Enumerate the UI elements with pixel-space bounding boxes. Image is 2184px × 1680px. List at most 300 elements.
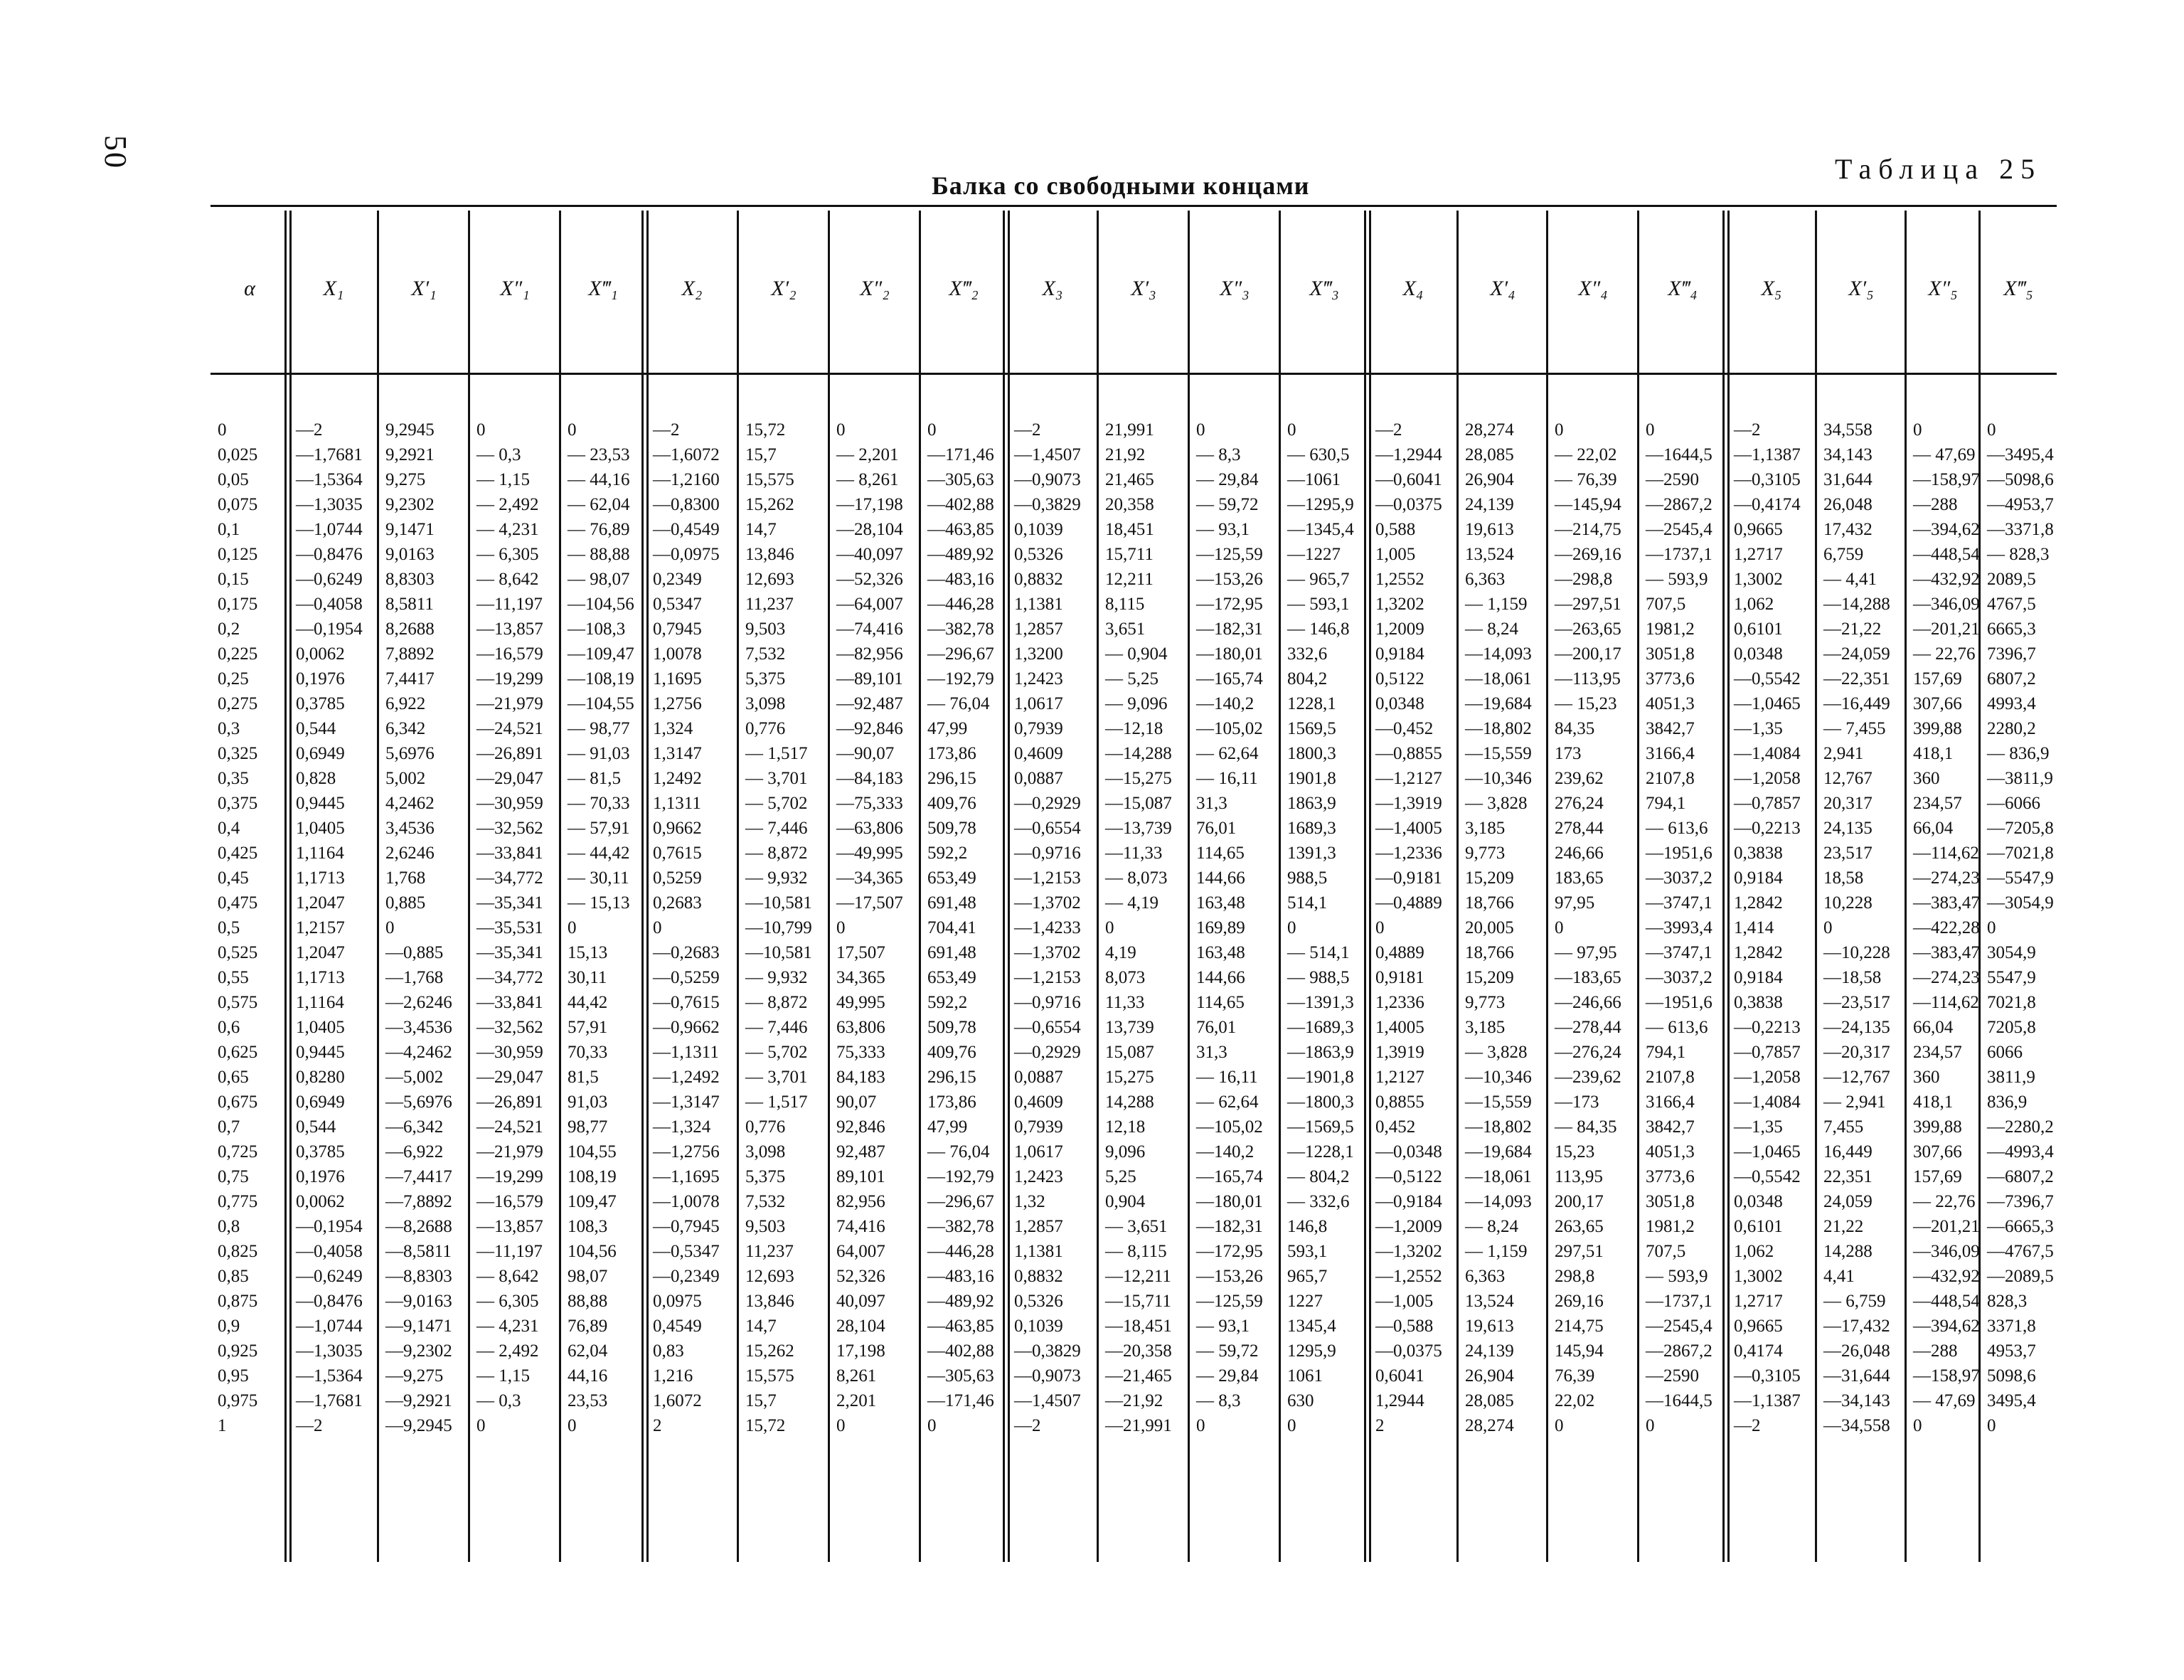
value-cell: 828,3 bbox=[1987, 1292, 2028, 1311]
value-cell: 63,806 bbox=[836, 1018, 885, 1037]
value-cell: —489,92 bbox=[927, 1292, 994, 1311]
value-cell: 0,1039 bbox=[1014, 1317, 1063, 1336]
value-cell: —30,959 bbox=[476, 1043, 543, 1062]
value-cell: 183,65 bbox=[1555, 868, 1604, 888]
alpha-cell: 0,95 bbox=[218, 1366, 249, 1386]
value-cell: —1228,1 bbox=[1287, 1142, 1354, 1161]
value-cell: 64,007 bbox=[836, 1242, 885, 1261]
value-cell: —1,1695 bbox=[653, 1167, 720, 1186]
value-cell: — 1,159 bbox=[1465, 595, 1528, 614]
value-cell: —3993,4 bbox=[1646, 918, 1712, 937]
value-cell: —6,922 bbox=[385, 1142, 444, 1161]
value-cell: 4993,4 bbox=[1987, 694, 2036, 713]
value-cell: —0,7945 bbox=[653, 1217, 720, 1236]
value-cell: 1345,4 bbox=[1287, 1317, 1336, 1336]
value-cell: —13,857 bbox=[476, 1217, 543, 1236]
value-cell: —82,956 bbox=[836, 644, 903, 664]
value-cell: —0,885 bbox=[385, 943, 444, 962]
alpha-cell: 0 bbox=[218, 420, 227, 440]
value-cell: 3,185 bbox=[1465, 819, 1506, 838]
table-title: Балка со свободными концами bbox=[932, 171, 1310, 200]
value-cell: 592,2 bbox=[927, 844, 968, 863]
value-cell: —483,16 bbox=[927, 1267, 994, 1286]
value-cell: 2,201 bbox=[836, 1391, 877, 1410]
value-cell: 0,9181 bbox=[1375, 968, 1424, 987]
header-col-4: X‴₁ bbox=[588, 277, 618, 300]
value-cell: 20,005 bbox=[1465, 918, 1514, 937]
value-cell: 2,941 bbox=[1823, 744, 1864, 763]
value-cell: —6066 bbox=[1987, 794, 2040, 813]
value-cell: 418,1 bbox=[1913, 744, 1954, 763]
alpha-cell: 0,125 bbox=[218, 545, 258, 564]
value-cell: —1,2058 bbox=[1734, 769, 1801, 788]
value-cell: 0,0062 bbox=[296, 1192, 345, 1211]
value-cell: —35,341 bbox=[476, 943, 543, 962]
value-cell: — 836,9 bbox=[1987, 744, 2050, 763]
value-cell: —0,6554 bbox=[1014, 819, 1081, 838]
value-cell: 28,274 bbox=[1465, 1416, 1514, 1435]
value-cell: 3,651 bbox=[1105, 620, 1146, 639]
value-cell: 0 bbox=[1913, 1416, 1922, 1435]
value-cell: 76,39 bbox=[1555, 1366, 1595, 1386]
value-cell: —394,62 bbox=[1913, 520, 1980, 539]
value-cell: —158,97 bbox=[1913, 470, 1980, 489]
table-row bbox=[211, 767, 2057, 791]
value-cell: —171,46 bbox=[927, 1391, 994, 1410]
value-cell: —34,772 bbox=[476, 968, 543, 987]
value-cell: — 2,941 bbox=[1823, 1092, 1886, 1112]
alpha-cell: 0,1 bbox=[218, 520, 240, 539]
value-cell: —113,95 bbox=[1555, 669, 1621, 689]
value-cell: —402,88 bbox=[927, 495, 994, 514]
value-cell: — 332,6 bbox=[1287, 1192, 1350, 1211]
value-cell: —0,4058 bbox=[296, 595, 363, 614]
value-cell: 12,18 bbox=[1105, 1117, 1146, 1137]
value-cell: 0,2349 bbox=[653, 570, 702, 589]
value-cell: —382,78 bbox=[927, 620, 994, 639]
value-cell: 0,9665 bbox=[1734, 520, 1783, 539]
value-cell: 296,15 bbox=[927, 1068, 976, 1087]
value-cell: —11,197 bbox=[476, 595, 543, 614]
value-cell: —10,228 bbox=[1823, 943, 1890, 962]
value-cell: 9,275 bbox=[385, 470, 426, 489]
value-cell: 0 bbox=[1287, 1416, 1296, 1435]
value-cell: 0,4889 bbox=[1375, 943, 1424, 962]
value-cell: —0,2349 bbox=[653, 1267, 720, 1286]
table-row bbox=[211, 1115, 2057, 1139]
value-cell: 7,532 bbox=[745, 644, 786, 664]
value-cell: —1863,9 bbox=[1287, 1043, 1354, 1062]
value-cell: —0,6554 bbox=[1014, 1018, 1081, 1037]
value-cell: 514,1 bbox=[1287, 893, 1328, 913]
value-cell: 0 bbox=[927, 1416, 937, 1435]
value-cell: —1391,3 bbox=[1287, 993, 1354, 1012]
value-cell: 0,6949 bbox=[296, 744, 345, 763]
value-cell: —109,47 bbox=[568, 644, 634, 664]
value-cell: 307,66 bbox=[1913, 1142, 1962, 1161]
value-cell: 1,0617 bbox=[1014, 694, 1063, 713]
table-row bbox=[211, 592, 2057, 617]
value-cell: 1,3200 bbox=[1014, 644, 1063, 664]
value-cell: —2 bbox=[1375, 420, 1402, 440]
value-cell: —0,7857 bbox=[1734, 794, 1801, 813]
value-cell: 409,76 bbox=[927, 794, 976, 813]
value-cell: —0,4058 bbox=[296, 1242, 363, 1261]
value-cell: 8,261 bbox=[836, 1366, 877, 1386]
value-cell: 0,3838 bbox=[1734, 844, 1783, 863]
value-cell: —0,9716 bbox=[1014, 993, 1081, 1012]
value-cell: —0,2929 bbox=[1014, 794, 1081, 813]
value-cell: — 15,23 bbox=[1555, 694, 1617, 713]
table-row bbox=[211, 1165, 2057, 1189]
table-row bbox=[211, 916, 2057, 940]
value-cell: 18,58 bbox=[1823, 868, 1864, 888]
alpha-cell: 0,45 bbox=[218, 868, 249, 888]
value-cell: —105,02 bbox=[1196, 1117, 1263, 1137]
value-cell: 0,7945 bbox=[653, 620, 702, 639]
table-row bbox=[211, 1215, 2057, 1239]
value-cell: 66,04 bbox=[1913, 1018, 1954, 1037]
value-cell: —0,8855 bbox=[1375, 744, 1442, 763]
value-cell: — 6,305 bbox=[476, 1292, 539, 1311]
value-cell: —14,288 bbox=[1823, 595, 1890, 614]
value-cell: — 514,1 bbox=[1287, 943, 1350, 962]
value-cell: 804,2 bbox=[1287, 669, 1328, 689]
value-cell: 18,451 bbox=[1105, 520, 1154, 539]
value-cell: 26,904 bbox=[1465, 1366, 1514, 1386]
value-cell: —12,211 bbox=[1105, 1267, 1171, 1286]
value-cell: —34,558 bbox=[1823, 1416, 1890, 1435]
value-cell: —296,67 bbox=[927, 644, 994, 664]
value-cell: — 593,9 bbox=[1646, 570, 1708, 589]
value-cell: — 613,6 bbox=[1646, 1018, 1708, 1037]
value-cell: 6066 bbox=[1987, 1043, 2023, 1062]
value-cell: —0,7857 bbox=[1734, 1043, 1801, 1062]
value-cell: —21,22 bbox=[1823, 620, 1882, 639]
value-cell: 26,904 bbox=[1465, 470, 1514, 489]
value-cell: 157,69 bbox=[1913, 669, 1962, 689]
table-row bbox=[211, 418, 2057, 442]
value-cell: — 76,89 bbox=[568, 520, 630, 539]
value-cell: —4767,5 bbox=[1987, 1242, 2054, 1261]
value-cell: 15,209 bbox=[1465, 968, 1514, 987]
value-cell: —2 bbox=[296, 420, 323, 440]
value-cell: 22,351 bbox=[1823, 1167, 1873, 1186]
value-cell: —10,581 bbox=[745, 893, 812, 913]
value-cell: — 3,701 bbox=[745, 1068, 808, 1087]
value-cell: —3747,1 bbox=[1646, 943, 1712, 962]
value-cell: —2 bbox=[1734, 1416, 1761, 1435]
value-cell: —3747,1 bbox=[1646, 893, 1712, 913]
value-cell: —13,739 bbox=[1105, 819, 1172, 838]
value-cell: —1,2944 bbox=[1375, 445, 1442, 464]
value-cell: 1,1164 bbox=[296, 844, 344, 863]
value-cell: 15,72 bbox=[745, 420, 786, 440]
value-cell: 1,2157 bbox=[296, 918, 345, 937]
value-cell: —2867,2 bbox=[1646, 495, 1712, 514]
value-cell: 1,2857 bbox=[1014, 620, 1063, 639]
value-cell: 9,773 bbox=[1465, 844, 1506, 863]
value-cell: —35,341 bbox=[476, 893, 543, 913]
value-cell: 0,6101 bbox=[1734, 1217, 1783, 1236]
value-cell: —1227 bbox=[1287, 545, 1341, 564]
value-cell: 109,47 bbox=[568, 1192, 617, 1211]
value-cell: —2 bbox=[296, 1416, 323, 1435]
value-cell: —21,979 bbox=[476, 1142, 543, 1161]
alpha-cell: 0,575 bbox=[218, 993, 258, 1012]
value-cell: 0,5122 bbox=[1375, 669, 1424, 689]
alpha-cell: 0,65 bbox=[218, 1068, 249, 1087]
value-cell: —1,2153 bbox=[1014, 868, 1081, 888]
value-cell: 0,83 bbox=[653, 1341, 684, 1361]
value-cell: 0 bbox=[1375, 918, 1385, 937]
value-cell: 1,32 bbox=[1014, 1192, 1045, 1211]
value-cell: —0,5347 bbox=[653, 1242, 720, 1261]
value-cell: —246,66 bbox=[1555, 993, 1621, 1012]
alpha-cell: 0,875 bbox=[218, 1292, 258, 1311]
value-cell: —18,58 bbox=[1823, 968, 1882, 987]
value-cell: —200,17 bbox=[1555, 644, 1621, 664]
value-cell: 0,828 bbox=[296, 769, 336, 788]
value-cell: 0,9445 bbox=[296, 794, 345, 813]
value-cell: 0 bbox=[836, 420, 846, 440]
value-cell: 0 bbox=[927, 420, 937, 440]
value-cell: 9,2302 bbox=[385, 495, 435, 514]
value-cell: — 8,3 bbox=[1196, 1391, 1241, 1410]
value-cell: —1644,5 bbox=[1646, 445, 1712, 464]
value-cell: —21,979 bbox=[476, 694, 543, 713]
value-cell: — 15,13 bbox=[568, 893, 630, 913]
value-cell: 19,613 bbox=[1465, 1317, 1514, 1336]
value-cell: 1,2756 bbox=[653, 694, 702, 713]
value-cell: 1,1713 bbox=[296, 968, 345, 987]
value-cell: —18,061 bbox=[1465, 1167, 1532, 1186]
value-cell: 0,544 bbox=[296, 719, 336, 738]
value-cell: —92,846 bbox=[836, 719, 903, 738]
value-cell: —0,9181 bbox=[1375, 868, 1442, 888]
value-cell: 246,66 bbox=[1555, 844, 1604, 863]
value-cell: —9,275 bbox=[385, 1366, 444, 1386]
header-col-15: X″₄ bbox=[1578, 277, 1608, 300]
value-cell: 409,76 bbox=[927, 1043, 976, 1062]
value-cell: 1,062 bbox=[1734, 1242, 1774, 1261]
value-cell: 794,1 bbox=[1646, 794, 1686, 813]
table-row bbox=[211, 1016, 2057, 1040]
value-cell: —33,841 bbox=[476, 844, 543, 863]
value-cell: — 62,64 bbox=[1196, 1092, 1259, 1112]
alpha-cell: 0,5 bbox=[218, 918, 240, 937]
value-cell: 3054,9 bbox=[1987, 943, 2036, 962]
value-cell: —1,3035 bbox=[296, 495, 363, 514]
value-cell: —3037,2 bbox=[1646, 968, 1712, 987]
value-cell: —24,135 bbox=[1823, 1018, 1890, 1037]
value-cell: —8,2688 bbox=[385, 1217, 452, 1236]
value-cell: —1295,9 bbox=[1287, 495, 1354, 514]
value-cell: —7,4417 bbox=[385, 1167, 452, 1186]
value-cell: 84,183 bbox=[836, 1068, 885, 1087]
value-cell: 296,15 bbox=[927, 769, 976, 788]
value-cell: —0,3105 bbox=[1734, 1366, 1801, 1386]
value-cell: —104,55 bbox=[568, 694, 634, 713]
value-cell: 62,04 bbox=[568, 1341, 608, 1361]
value-cell: —33,841 bbox=[476, 993, 543, 1012]
value-cell: —0,9073 bbox=[1014, 1366, 1081, 1386]
value-cell: — 59,72 bbox=[1196, 1341, 1259, 1361]
value-cell: 1,2717 bbox=[1734, 1292, 1783, 1311]
value-cell: — 613,6 bbox=[1646, 819, 1708, 838]
value-cell: 0,3838 bbox=[1734, 993, 1783, 1012]
value-cell: — 8,24 bbox=[1465, 620, 1518, 639]
value-cell: 13,846 bbox=[745, 545, 794, 564]
value-cell: 0,5259 bbox=[653, 868, 702, 888]
value-cell: —11,197 bbox=[476, 1242, 543, 1261]
value-cell: —0,8476 bbox=[296, 545, 363, 564]
value-cell: 0,9665 bbox=[1734, 1317, 1783, 1336]
value-cell: — 84,35 bbox=[1555, 1117, 1617, 1137]
value-cell: 0,4174 bbox=[1734, 1341, 1783, 1361]
value-cell: 44,16 bbox=[568, 1366, 608, 1386]
value-cell: — 593,1 bbox=[1287, 595, 1350, 614]
value-cell: — 4,41 bbox=[1823, 570, 1877, 589]
value-cell: —114,62 bbox=[1913, 844, 1979, 863]
header-col-7: X″₂ bbox=[860, 277, 890, 300]
value-cell: 0,588 bbox=[1375, 520, 1416, 539]
alpha-cell: 0,4 bbox=[218, 819, 240, 838]
value-cell: —0,6041 bbox=[1375, 470, 1442, 489]
alpha-cell: 0,975 bbox=[218, 1391, 258, 1410]
value-cell: 91,03 bbox=[568, 1092, 608, 1112]
value-cell: —1,7681 bbox=[296, 445, 363, 464]
value-cell: —6665,3 bbox=[1987, 1217, 2054, 1236]
value-cell: —3037,2 bbox=[1646, 868, 1712, 888]
value-cell: — 8,115 bbox=[1105, 1242, 1167, 1261]
value-cell: 30,11 bbox=[568, 968, 607, 987]
value-cell: 108,3 bbox=[568, 1217, 608, 1236]
value-cell: — 828,3 bbox=[1987, 545, 2050, 564]
value-cell: 3051,8 bbox=[1646, 1192, 1695, 1211]
value-cell: 0,6949 bbox=[296, 1092, 345, 1112]
value-cell: 74,416 bbox=[836, 1217, 885, 1236]
table-row bbox=[211, 518, 2057, 542]
value-cell: —402,88 bbox=[927, 1341, 994, 1361]
value-cell: 1,1381 bbox=[1014, 1242, 1063, 1261]
value-cell: 13,739 bbox=[1105, 1018, 1154, 1037]
value-cell: —18,802 bbox=[1465, 1117, 1532, 1137]
value-cell: 691,48 bbox=[927, 943, 976, 962]
header-col-14: X′₄ bbox=[1490, 277, 1516, 300]
value-cell: —346,09 bbox=[1913, 595, 1980, 614]
value-cell: —2590 bbox=[1646, 1366, 1699, 1386]
value-cell: —2 bbox=[1014, 1416, 1041, 1435]
alpha-cell: 0,325 bbox=[218, 744, 258, 763]
value-cell: —1,2160 bbox=[653, 470, 720, 489]
value-cell: —1,5364 bbox=[296, 1366, 363, 1386]
value-cell: —15,559 bbox=[1465, 744, 1532, 763]
value-cell: 2089,5 bbox=[1987, 570, 2036, 589]
value-cell: — 47,69 bbox=[1913, 445, 1976, 464]
value-cell: —15,711 bbox=[1105, 1292, 1171, 1311]
value-cell: —75,333 bbox=[836, 794, 903, 813]
table-row bbox=[211, 941, 2057, 965]
value-cell: —0,3829 bbox=[1014, 495, 1081, 514]
value-cell: — 3,828 bbox=[1465, 794, 1528, 813]
value-cell: —5,002 bbox=[385, 1068, 444, 1087]
value-cell: 5098,6 bbox=[1987, 1366, 2036, 1386]
value-cell: 0,9184 bbox=[1734, 868, 1783, 888]
value-cell: 9,773 bbox=[1465, 993, 1506, 1012]
value-cell: 10,228 bbox=[1823, 893, 1873, 913]
value-cell: — 22,76 bbox=[1913, 1192, 1976, 1211]
value-cell: 81,5 bbox=[568, 1068, 599, 1087]
value-cell: —0,4174 bbox=[1734, 495, 1801, 514]
table-row bbox=[211, 1389, 2057, 1413]
value-cell: 399,88 bbox=[1913, 1117, 1962, 1137]
table-row bbox=[211, 443, 2057, 467]
value-cell: — 93,1 bbox=[1196, 520, 1250, 539]
value-cell: — 146,8 bbox=[1287, 620, 1350, 639]
alpha-cell: 0,15 bbox=[218, 570, 249, 589]
value-cell: —0,4889 bbox=[1375, 893, 1442, 913]
value-cell: 1981,2 bbox=[1646, 620, 1695, 639]
value-cell: —29,047 bbox=[476, 769, 543, 788]
value-cell: 593,1 bbox=[1287, 1242, 1328, 1261]
alpha-cell: 0,825 bbox=[218, 1242, 258, 1261]
value-cell: —1,3035 bbox=[296, 1341, 363, 1361]
alpha-cell: 0,175 bbox=[218, 595, 258, 614]
alpha-cell: 0,675 bbox=[218, 1092, 258, 1112]
value-cell: 13,524 bbox=[1465, 545, 1514, 564]
value-cell: 7205,8 bbox=[1987, 1018, 2036, 1037]
header-col-2: X′₁ bbox=[411, 277, 437, 300]
value-cell: 7021,8 bbox=[1987, 993, 2036, 1012]
value-cell: 0,7939 bbox=[1014, 719, 1063, 738]
value-cell: —346,09 bbox=[1913, 1242, 1980, 1261]
value-cell: 173 bbox=[1555, 744, 1582, 763]
value-cell: 1,2047 bbox=[296, 943, 345, 962]
alpha-cell: 0,05 bbox=[218, 470, 249, 489]
value-cell: 360 bbox=[1913, 769, 1940, 788]
value-cell: 1,0617 bbox=[1014, 1142, 1063, 1161]
alpha-cell: 0,775 bbox=[218, 1192, 258, 1211]
value-cell: 332,6 bbox=[1287, 644, 1328, 664]
value-cell: — 2,492 bbox=[476, 1341, 539, 1361]
value-cell: —0,588 bbox=[1375, 1317, 1434, 1336]
header-col-1: X₁ bbox=[323, 277, 344, 300]
value-cell: 49,995 bbox=[836, 993, 885, 1012]
value-cell: —1,3702 bbox=[1014, 943, 1081, 962]
value-cell: — 8,642 bbox=[476, 570, 539, 589]
value-cell: —1,3919 bbox=[1375, 794, 1442, 813]
value-cell: —1,1387 bbox=[1734, 1391, 1801, 1410]
value-cell: —108,3 bbox=[568, 620, 626, 639]
value-cell: —0,2213 bbox=[1734, 819, 1801, 838]
value-cell: 12,211 bbox=[1105, 570, 1154, 589]
value-cell: —17,198 bbox=[836, 495, 903, 514]
value-cell: 1,2552 bbox=[1375, 570, 1424, 589]
value-cell: —1,005 bbox=[1375, 1292, 1434, 1311]
value-cell: 31,3 bbox=[1196, 1043, 1227, 1062]
value-cell: 0,0348 bbox=[1375, 694, 1424, 713]
value-cell: 44,42 bbox=[568, 993, 608, 1012]
value-cell: —1,2492 bbox=[653, 1068, 720, 1087]
value-cell: 144,66 bbox=[1196, 868, 1245, 888]
value-cell: —192,79 bbox=[927, 669, 994, 689]
value-cell: 163,48 bbox=[1196, 943, 1245, 962]
value-cell: 13,524 bbox=[1465, 1292, 1514, 1311]
value-cell: — 8,073 bbox=[1105, 868, 1168, 888]
value-cell: — 88,88 bbox=[568, 545, 630, 564]
value-cell: — 9,096 bbox=[1105, 694, 1168, 713]
